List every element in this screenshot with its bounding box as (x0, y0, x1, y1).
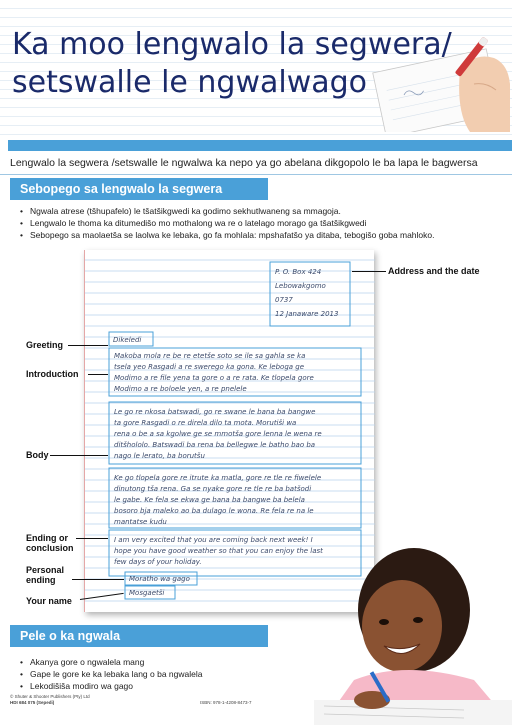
label-introduction: Introduction (26, 369, 79, 379)
hand-writing-illustration (362, 32, 510, 132)
intro-line: Modimo a re boloele yen, a re pnelele (114, 385, 247, 393)
greeting-text: Dikeledi (113, 336, 142, 344)
label-greeting: Greeting (26, 340, 64, 350)
intro-line: Modimo a re file yena ta gore o a re rata. Ke tlopela gore (114, 374, 314, 382)
footer-publisher (10, 694, 90, 706)
list-item: • Gape le gore ke ka lebaka lang o ba ngwalela (20, 668, 290, 680)
list-item: • Ngwala atrese (tšhupafelo) le tšatšikgwedi ka godimo sekhutlwaneng sa mmagoja. (20, 205, 490, 217)
label-ending: Ending or conclusion (26, 533, 74, 553)
leader-line (50, 455, 108, 456)
divider (0, 174, 512, 175)
list-item: • Lekodišiša modiro wa gago (20, 680, 290, 692)
list-item: • Akanya gore o ngwalela mang (20, 656, 290, 668)
body-line: rena o be a sa kgolwe ge se mmotša gore lenna le wena re (114, 430, 322, 438)
leader-line (76, 538, 108, 539)
section-heading-before-writing: Pele o ka ngwala (10, 625, 268, 647)
body-line: le gabe. Ke fela se ekwa ge bana ba bangwe ba belela (114, 496, 305, 504)
leader-line (72, 579, 124, 580)
body-line: ditšhololo. Batswadi ba rena ba bellegwe le batho bao ba (114, 441, 316, 449)
address-line: P. O. Box 424 (275, 268, 322, 276)
student-illustration (294, 530, 512, 725)
product-code: HDI 684 075 (Sepedi) (10, 700, 55, 705)
name-text: Mosgaetši (129, 589, 165, 597)
accent-band (8, 140, 512, 151)
intro-line: Makoba mola re be re etetše soto se ile sa gahla se ka (114, 352, 306, 360)
leader-line (352, 271, 386, 272)
body-line: nago le lerato, ba borutšu (114, 452, 205, 460)
address-line: Lebowakgomo (275, 282, 326, 290)
conclusion-line: hope you have good weather so that you can enjoy the last (114, 547, 323, 555)
isbn-text: ISBN: 978-1-4208-8473-7 (200, 700, 252, 705)
conclusion-line: few days of your holiday. (114, 558, 202, 566)
intro-text: Lengwalo la segwera /setswalle le ngwalwa ka nepo ya go abelana dikgopolo le ba lapa le bagwersa (10, 157, 478, 169)
structure-bullet-list (20, 205, 490, 241)
address-line: 0737 (275, 296, 293, 304)
list-item: • Lengwalo le thoma ka ditumedišo mo mothalong wa re o latelago morago ga tšatšikgwedi (20, 217, 490, 229)
body-line: Ke go tlopela gore re itrute ka matla, gore re tle re fiwelele (114, 474, 322, 482)
before-writing-bullet-list (20, 656, 290, 692)
address-date: 12 Janaware 2013 (275, 310, 339, 318)
conclusion-line: I am very excited that you are coming back next week! I (114, 536, 313, 544)
title-line-1: Ka moo lengwalo la segwera/ (12, 27, 452, 62)
body-line: Le go re nkosa batswadi, go re swane le bana ba bangwe (114, 408, 316, 416)
body-line: mantatse kudu (114, 518, 167, 526)
personal-ending-text: Moratho wa gago (129, 575, 190, 583)
header (0, 0, 512, 140)
list-item: • Sebopego sa maolaetša se laolwa ke lebaka, go fa mohlala: mpshafatšo ya ditaba, tebogišo goba mahloko. (20, 229, 490, 241)
intro-line: tsela yeo Rasgadi a re swerego ka gona. Ke leboga ge (114, 363, 305, 371)
label-body: Body (26, 450, 49, 460)
leader-line (68, 345, 108, 346)
label-your-name: Your name (26, 596, 72, 606)
title-line-2: setswalle le ngwalwago (12, 65, 368, 100)
leader-line (88, 374, 108, 375)
label-address: Address and the date (388, 266, 480, 276)
label-personal-ending: Personal ending (26, 565, 65, 585)
body-line: dinutong tša rena. Ga se nyake gore re tle re ba batšodi (114, 485, 312, 493)
section-heading-structure: Sebopego sa lengwalo la segwera (10, 178, 268, 200)
body-line: ta gore Rasgadi o re direla dilo ta mota. Morutiši wa (114, 419, 297, 427)
body-line: bosoro bja maleko ao ba dulago le wona. Re fela re na le (114, 507, 314, 515)
publisher-text: © Shuter & Shooter Publishers (Pty) Ltd (10, 694, 90, 699)
